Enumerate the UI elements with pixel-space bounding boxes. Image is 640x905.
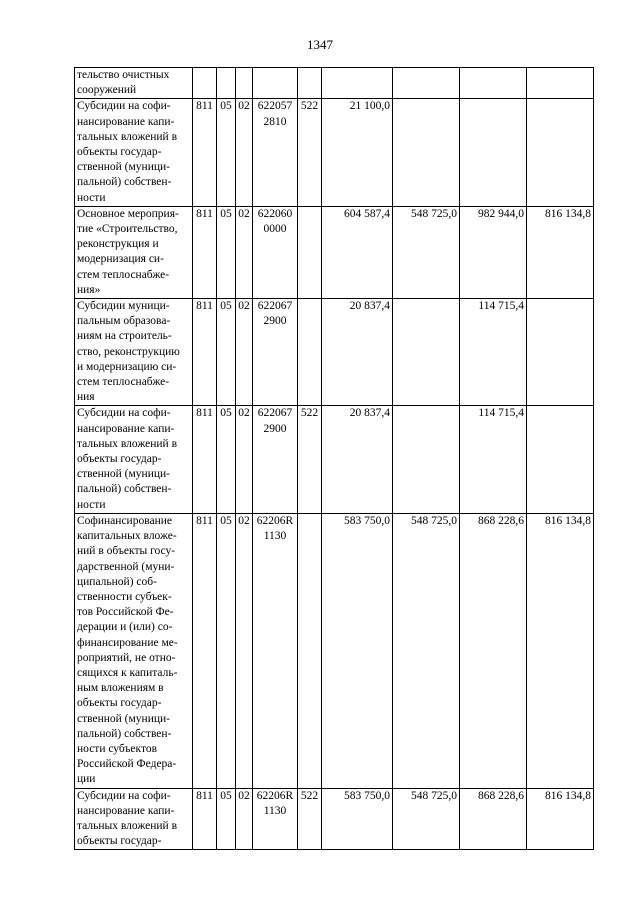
row-name-line: ний в объекты госу-: [77, 545, 176, 558]
subsection-code-cell: 02: [236, 788, 253, 850]
table-row: [75, 299, 594, 406]
row-name-line: сящихся к капиталь-: [77, 666, 178, 679]
row-name-cell: [75, 788, 193, 850]
row-name-line: нансирование капи-: [77, 422, 175, 435]
target-article-line: 1130: [263, 530, 287, 543]
amount-cell-3: 114 715,4: [460, 299, 527, 406]
row-name-line: Субсидии на софи-: [77, 407, 171, 420]
subsection-code-cell: 02: [236, 406, 253, 513]
section-code-cell: 05: [217, 299, 236, 406]
row-name-cell: [75, 406, 193, 513]
row-name-line: пальной) собствен-: [77, 483, 172, 496]
expense-kind-cell: [298, 68, 322, 99]
target-article-line: 2900: [263, 422, 287, 435]
row-name-line: нансирование капи-: [77, 804, 175, 817]
row-name-line: ство, реконструкцию: [77, 345, 180, 358]
row-name-line: ным вложениям в: [77, 682, 164, 695]
amount-cell-1: 20 837,4: [322, 299, 393, 406]
amount-cell-4: 816 134,8: [527, 788, 594, 850]
amount-cell-3: 982 944,0: [460, 206, 527, 298]
row-name-line: Субсидии на софи-: [77, 100, 171, 113]
table-body: [75, 68, 594, 850]
row-name-line: объекты государ-: [77, 453, 162, 466]
budget-table: [74, 67, 594, 850]
amount-cell-3: 114 715,4: [460, 406, 527, 513]
row-name-line: ния»: [77, 283, 101, 296]
row-name-line: тие «Строительство,: [77, 223, 178, 236]
amount-cell-3: 868 228,6: [460, 513, 527, 788]
amount-cell-4: [527, 299, 594, 406]
target-article-cell: [253, 788, 298, 850]
row-name-line: Субсидии муници-: [77, 300, 170, 313]
row-name-line: тельство очистных: [77, 69, 170, 81]
row-name-line: дарственной (муни-: [77, 560, 175, 573]
row-name-line: ниям на строитель-: [77, 330, 172, 343]
section-code-cell: [217, 68, 236, 99]
table-row: [75, 99, 594, 206]
target-article-line: 1130: [263, 804, 287, 817]
amount-cell-2: 548 725,0: [393, 513, 460, 788]
row-name-line: Субсидии на софи-: [77, 789, 171, 802]
expense-kind-cell: [298, 206, 322, 298]
amount-cell-3: [460, 99, 527, 206]
row-name-line: ственной (муници-: [77, 712, 170, 725]
subsection-code-cell: [236, 68, 253, 99]
row-name-line: ности субъектов: [77, 742, 158, 755]
page-number: 1347: [307, 37, 333, 52]
row-name-line: финансирование ме-: [77, 636, 178, 649]
row-name-cell: [75, 68, 193, 99]
row-name-line: пальной) собствен-: [77, 727, 172, 740]
subsection-code-cell: 02: [236, 299, 253, 406]
target-article-line: 622057: [257, 100, 293, 113]
target-article-line: 0000: [263, 223, 287, 236]
row-name-line: тальных вложений в: [77, 130, 178, 143]
amount-cell-4: [527, 406, 594, 513]
row-name-line: тальных вложений в: [77, 437, 178, 450]
amount-cell-1: [322, 68, 393, 99]
section-code-cell: 05: [217, 513, 236, 788]
target-article-line: 622067: [257, 407, 293, 420]
amount-cell-4: [527, 68, 594, 99]
amount-cell-2: 548 725,0: [393, 788, 460, 850]
target-article-line: 2810: [263, 115, 287, 128]
section-code-cell: 05: [217, 406, 236, 513]
row-name-line: ния: [77, 391, 95, 404]
amount-cell-2: 548 725,0: [393, 206, 460, 298]
admin-code-cell: 811: [193, 206, 217, 298]
row-name-line: объекты государ-: [77, 697, 162, 710]
target-article-cell: [253, 406, 298, 513]
target-article-line: 622067: [257, 300, 293, 313]
table-row: [75, 68, 594, 99]
row-name-line: Российской Федера-: [77, 758, 177, 771]
target-article-cell: [253, 206, 298, 298]
row-name-line: пальной) собствен-: [77, 176, 172, 189]
admin-code-cell: 811: [193, 788, 217, 850]
row-name-line: нансирование капи-: [77, 115, 175, 128]
row-name-line: сооружений: [77, 84, 137, 97]
amount-cell-1: 21 100,0: [322, 99, 393, 206]
table-row: [75, 513, 594, 788]
admin-code-cell: 811: [193, 406, 217, 513]
row-name-cell: [75, 513, 193, 788]
row-name-line: ции: [77, 773, 96, 786]
amount-cell-2: [393, 406, 460, 513]
subsection-code-cell: 02: [236, 206, 253, 298]
amount-cell-4: [527, 99, 594, 206]
section-code-cell: 05: [217, 788, 236, 850]
admin-code-cell: 811: [193, 99, 217, 206]
amount-cell-4: 816 134,8: [527, 513, 594, 788]
table-row: [75, 206, 594, 298]
target-article-cell: [253, 99, 298, 206]
expense-kind-cell: [298, 513, 322, 788]
row-name-line: реконструкция и: [77, 238, 159, 251]
amount-cell-3: [460, 68, 527, 99]
expense-kind-cell: [298, 299, 322, 406]
row-name-line: Основное мероприя-: [77, 207, 179, 220]
row-name-line: и модернизацию си-: [77, 360, 177, 373]
row-name-line: тов Российской Фе-: [77, 606, 174, 619]
row-name-line: капитальных вложе-: [77, 530, 177, 543]
row-name-line: дерации и (или) со-: [77, 621, 173, 634]
row-name-line: ственности субъек-: [77, 590, 172, 603]
row-name-cell: [75, 299, 193, 406]
row-name-cell: [75, 99, 193, 206]
row-name-line: объекты государ-: [77, 835, 162, 848]
row-name-line: ности: [77, 498, 106, 511]
amount-cell-1: 604 587,4: [322, 206, 393, 298]
target-article-cell: [253, 299, 298, 406]
row-name-line: тальных вложений в: [77, 819, 178, 832]
amount-cell-1: 20 837,4: [322, 406, 393, 513]
amount-cell-1: 583 750,0: [322, 788, 393, 850]
table-row: [75, 788, 594, 850]
target-article-cell: [253, 513, 298, 788]
amount-cell-2: [393, 299, 460, 406]
admin-code-cell: 811: [193, 299, 217, 406]
row-name-line: модернизация си-: [77, 253, 164, 266]
row-name-line: ственной (муници-: [77, 161, 170, 174]
row-name-line: пальным образова-: [77, 315, 171, 328]
amount-cell-2: [393, 68, 460, 99]
table-row: [75, 406, 594, 513]
subsection-code-cell: 02: [236, 99, 253, 206]
amount-cell-1: 583 750,0: [322, 513, 393, 788]
row-name-line: ственной (муници-: [77, 468, 170, 481]
amount-cell-4: 816 134,8: [527, 206, 594, 298]
target-article-line: 622060: [257, 207, 293, 220]
target-article-line: 62206R: [256, 514, 294, 527]
row-name-line: роприятий, не отно-: [77, 651, 176, 664]
expense-kind-cell: 522: [298, 406, 322, 513]
row-name-line: ципальной) соб-: [77, 575, 157, 588]
row-name-line: стем теплоснабже-: [77, 268, 170, 281]
row-name-line: Софинансирование: [77, 514, 172, 527]
expense-kind-cell: 522: [298, 99, 322, 206]
target-article-cell: [253, 68, 298, 99]
target-article-line: 2900: [263, 315, 287, 328]
amount-cell-2: [393, 99, 460, 206]
admin-code-cell: [193, 68, 217, 99]
section-code-cell: 05: [217, 99, 236, 206]
section-code-cell: 05: [217, 206, 236, 298]
row-name-line: стем теплоснабже-: [77, 376, 170, 389]
subsection-code-cell: 02: [236, 513, 253, 788]
row-name-line: объекты государ-: [77, 146, 162, 159]
row-name-line: ности: [77, 191, 106, 204]
expense-kind-cell: 522: [298, 788, 322, 850]
row-name-cell: [75, 206, 193, 298]
admin-code-cell: 811: [193, 513, 217, 788]
target-article-line: 62206R: [256, 789, 294, 802]
amount-cell-3: 868 228,6: [460, 788, 527, 850]
